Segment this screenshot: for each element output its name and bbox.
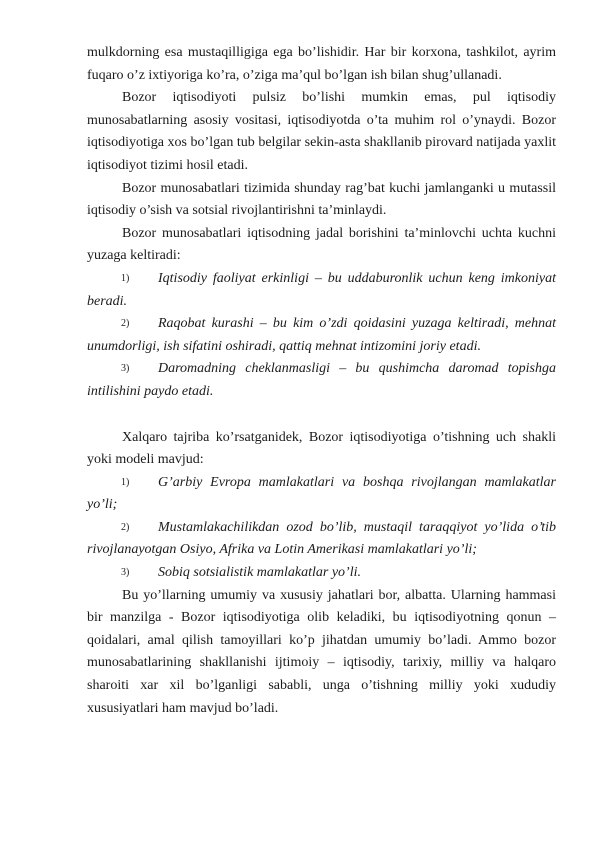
list-item-text: Mustamlakachilikdan ozod bo’lib, mustaqil taraqqiyot yo’lida o’tib rivojlanayotgan Osiyo, Afrika va Lotin Amerikasi mamlakatlari yo’li; (87, 519, 556, 558)
paragraph-1: mulkdorning esa mustaqilligiga ega bo’lishidir. Har bir korxona, tashkilot, ayrim fuqaro o’z ixtiyoriga ko’ra, o’ziga ma’qul bo’lgan ish bilan shug’ullanadi. (87, 45, 556, 83)
list-item-text: Iqtisodiy faoliyat erkinligi – bu uddaburonlik uchun keng imkoniyat beradi. (87, 270, 556, 309)
list-item-number: 1) (121, 476, 130, 488)
paragraph-2: Bozor iqtisodiyoti pulsiz bo’lishi mumkin emas, pul iqtisodiy munosabatlarning asosiy vositasi, iqtisodiyotda o’ta muhim rol o’ynaydi. Bozor iqtisodiyotiga xos bo’lgan tub belgilar sekin-asta shakllanib pirovard natijada yaxlit iqtisodiyot tizimi hosil etadi. (87, 90, 556, 173)
list-item (87, 472, 556, 517)
list-item-number: 2) (121, 318, 130, 330)
list-item-text: Raqobat kurashi – bu kim o’zdi qoidasini yuzaga keltiradi, mehnat unumdorligi, ish sifatini oshiradi, qattiq mehnat intizomini joriy etadi. (87, 316, 556, 354)
list-item (87, 517, 556, 562)
list-item-number: 2) (121, 521, 130, 533)
paragraph-5: Xalqaro tajriba ko’rsatganidek, Bozor iqtisodiyotiga o’tishning uch shakli yoki modeli mavjud: (87, 429, 556, 468)
list-item-number: 3) (121, 363, 130, 375)
paragraph-6: Bu yo’llarning umumiy va xususiy jahatlari bor, albatta. Ularning hammasi bir manzilga - Bozor iqtisodiyotiga olib keladiki, bu iqtisodiyotning qonun – qoidalari, amal qilish tamoyillari ko’p jihatdan umumiy bo’ladi. Ammo bozor munosabatlarining shakllanishi ijtimoiy – iqtisodiy, tarixiy, milliy va halqaro sharoiti xar xil bo’lganligi sababli, unga o’tishning milliy yoki xududiy xususiyatlari ham mavjud bo’ladi. (87, 587, 556, 716)
list-item (87, 562, 556, 585)
list-item-number: 3) (121, 567, 130, 579)
list-item-text: Sobiq sotsialistik mamlakatlar yo’li. (158, 565, 361, 581)
list-item (87, 268, 556, 313)
list-item-number: 1) (121, 272, 130, 284)
models-list (87, 472, 556, 585)
list-item-text: Daromadning cheklanmasligi – bu qushimcha daromad topishga intilishini paydo etadi. (87, 361, 556, 399)
list-item (87, 313, 556, 358)
paragraph-3: Bozor munosabatlari tizimida shunday rag’bat kuchi jamlanganki u mutassil iqtisodiy o’sish va sotsial rivojlantirishni ta’minlaydi. (87, 180, 556, 219)
paragraph-4: Bozor munosabatlari iqtisodning jadal borishini ta’minlovchi uchta kuchni yuzaga keltiradi: (87, 225, 556, 264)
paragraph-spacer (87, 404, 556, 427)
forces-list (87, 268, 556, 404)
list-item (87, 358, 556, 403)
list-item-text: G’arbiy Evropa mamlakatlari va boshqa rivojlangan mamlakatlar yo’li; (87, 474, 556, 513)
